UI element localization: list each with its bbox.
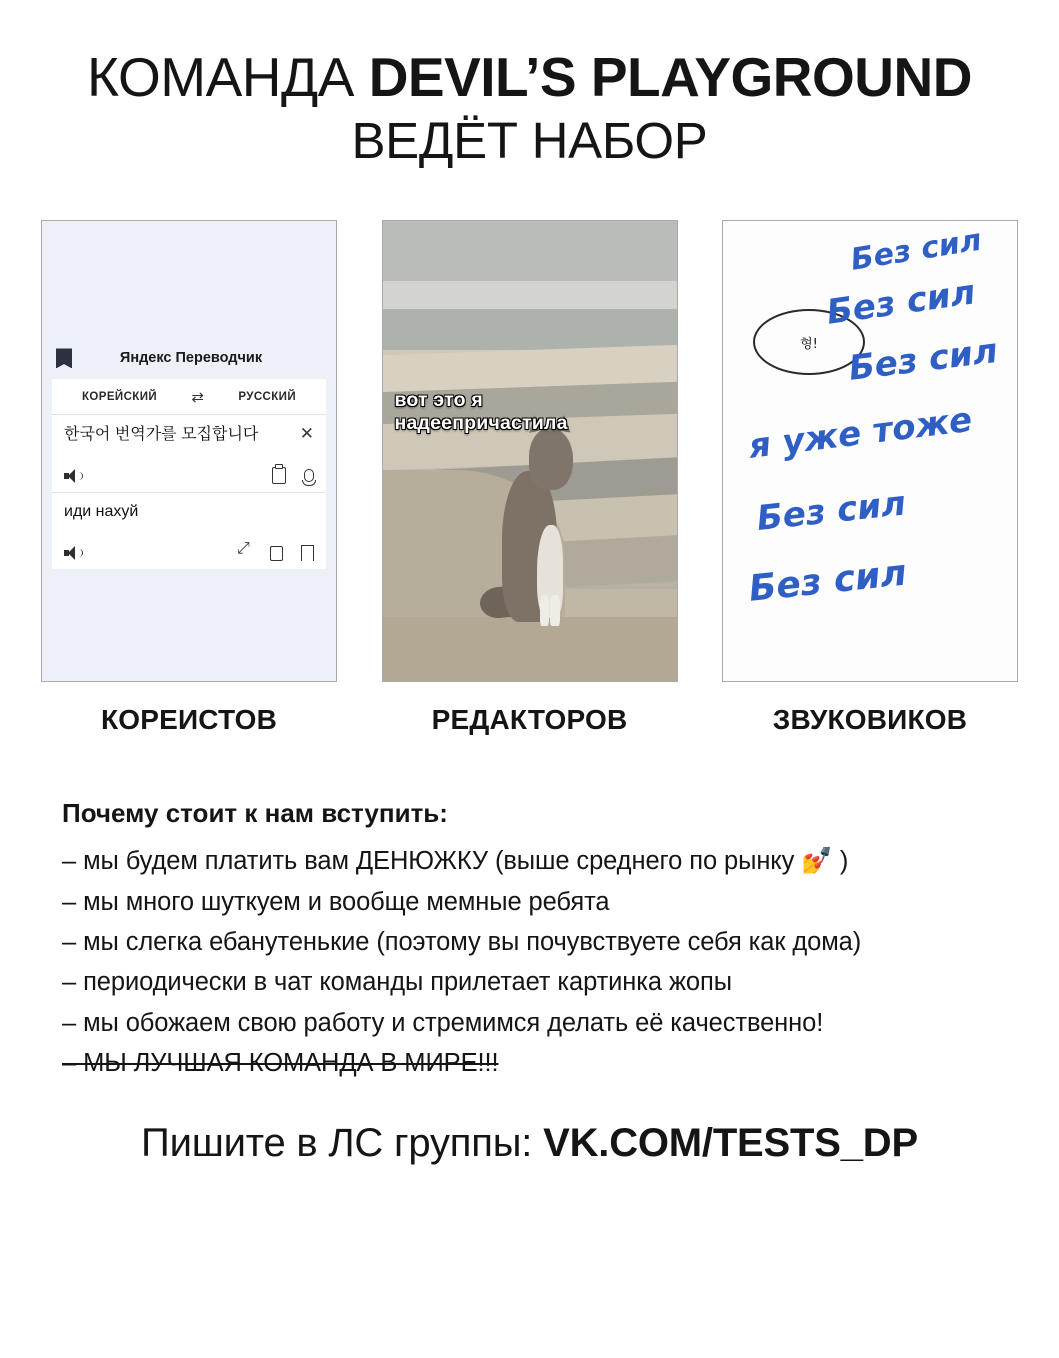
clipboard-icon[interactable] — [272, 467, 286, 484]
source-action-icons — [64, 467, 314, 484]
reason-item-6: – МЫ ЛУЧШАЯ КОМАНДА В МИРЕ!!! — [62, 1048, 499, 1077]
speaker-icon-result[interactable] — [64, 546, 81, 560]
target-language-label[interactable]: РУССКИЙ — [238, 390, 296, 403]
contact-line — [40, 1121, 1019, 1166]
headline-line-2: ВЕДЁТ НАБОР — [351, 112, 708, 170]
swap-languages-icon[interactable]: ⇄ — [191, 388, 204, 406]
cards-row — [40, 220, 1019, 736]
result-right-icons — [238, 545, 314, 561]
reasons-block — [40, 798, 1019, 1083]
result-text: иди нахуй — [64, 503, 139, 521]
card-caption-sound-designers: ЗВУКОВИКОВ — [772, 704, 968, 736]
meme-caption: вот это я надеепричастила — [394, 389, 568, 435]
card-frame-cat-meme — [382, 220, 678, 682]
card-frame-translator — [41, 220, 337, 682]
translator-topbar — [42, 341, 336, 375]
handwritten-note — [723, 221, 1017, 681]
translator-result-field — [52, 493, 326, 569]
speaker-icon[interactable] — [64, 469, 81, 483]
source-language-label[interactable]: КОРЕЙСКИЙ — [82, 390, 158, 403]
card-sound-designers — [722, 220, 1018, 736]
translator-language-bar — [52, 379, 326, 415]
handwriting-line-3: Без сил — [846, 331, 1000, 390]
headline-line-1 — [40, 48, 1019, 107]
expand-icon[interactable] — [238, 546, 252, 560]
handwriting-line-6: Без сил — [746, 553, 909, 611]
reason-item-5: – мы обожаем свою работу и стремимся делать её качественно! — [62, 1008, 824, 1037]
translator-app-title: Яндекс Переводчик — [119, 350, 263, 367]
card-frame-handwriting — [722, 220, 1018, 682]
reason-item-1: – мы будем платить вам ДЕНЮЖКУ (выше среднего по рынку 💅 ) — [62, 847, 849, 876]
card-koreists — [41, 220, 337, 736]
microphone-icon[interactable] — [304, 469, 314, 482]
card-caption-editors: РЕДАКТОРОВ — [431, 704, 628, 736]
contact-link[interactable]: VK.COM/TESTS_DP — [543, 1121, 918, 1166]
page-title — [40, 48, 1019, 168]
reason-item-2: – мы много шуткуем и вообще мемные ребята — [62, 887, 610, 916]
source-text: 한국어 번역가를 모집합니다 — [64, 426, 259, 444]
copy-icon[interactable] — [270, 546, 283, 561]
card-caption-koreists: КОРЕИСТОВ — [100, 704, 278, 736]
contact-prefix: Пишите в ЛС группы: — [141, 1121, 544, 1166]
beach-cat-photo — [383, 221, 677, 681]
headline-team-word: КОМАНДА — [87, 46, 369, 108]
source-right-icons — [272, 467, 314, 484]
cat-figure — [482, 428, 588, 621]
speech-bubble-text: 형! — [800, 336, 818, 352]
clear-icon[interactable]: ✕ — [299, 424, 314, 444]
reason-item-4: – периодически в чат команды прилетает картинка жопы — [62, 968, 732, 997]
handwriting-line-2: Без сил — [824, 272, 978, 334]
card-editors — [382, 220, 678, 736]
reason-item-3: – мы слегка ебанутенькие (поэтому вы почувствуете себя как дома) — [62, 928, 862, 957]
handwriting-line-4: я уже тоже — [746, 400, 975, 468]
bookmark-icon — [56, 348, 72, 368]
yandex-translator-screenshot — [42, 221, 336, 681]
result-action-icons — [64, 545, 314, 561]
headline-team-name: DEVIL’S PLAYGROUND — [368, 46, 972, 108]
handwriting-line-5: Без сил — [754, 483, 908, 540]
handwriting-line-1: Без сил — [848, 223, 984, 279]
reasons-title: Почему стоит к нам вступить: — [62, 798, 448, 829]
translator-source-field[interactable] — [52, 415, 326, 493]
bookmark-save-icon[interactable] — [301, 545, 314, 561]
